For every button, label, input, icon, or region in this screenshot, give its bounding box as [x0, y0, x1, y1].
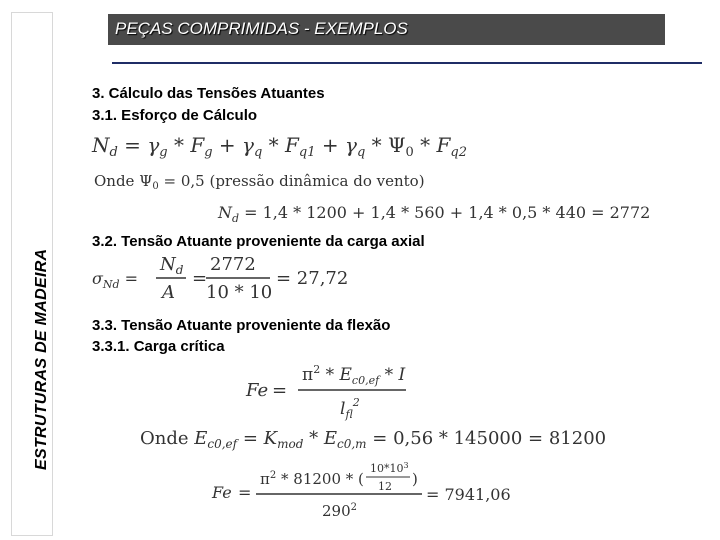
svg-text:π2 * 81200 * (: $\pi^2 * 81200$ * (	[260, 470, 364, 488]
svg-text:Nd = γg * Fg + γq * Fq1 + γq *: $N_d = \gamma_g * F_g + \gamma_q * F_{q1} + \gamma_q * \Psi_0 * F_{q2}$	[92, 133, 468, 160]
formula-ec0ef	[140, 424, 640, 456]
svg-text:=: =	[272, 380, 288, 401]
svg-text:2772: 2772	[210, 254, 256, 275]
section-heading-3-3-1: 3.3.1. Carga crítica	[92, 338, 225, 355]
svg-text:Nd: $N_d$	[160, 254, 184, 277]
formula-nd-numeric	[218, 198, 651, 230]
header-bar	[108, 14, 665, 45]
svg-text:=: =	[192, 268, 208, 289]
svg-text:= 7941,06: = 7941,06	[426, 485, 511, 504]
svg-text:2902: $290^2$	[322, 502, 358, 520]
svg-text:lfl2: $l_{fl}^2$	[340, 396, 360, 421]
section-heading-3-2: 3.2. Tensão Atuante proveniente da carga axial	[92, 233, 425, 250]
page-title: PEÇAS COMPRIMIDAS - EXEMPLOS	[115, 19, 408, 38]
svg-text:Fe: Fe	[212, 483, 232, 502]
title-rule	[112, 62, 702, 64]
section-heading-3: 3. Cálculo das Tensões Atuantes	[92, 85, 325, 102]
svg-text:12: 12	[378, 480, 392, 493]
svg-text:Nd = 1,4 * 1200 + 1,4 * 560 +: $N_d = 1,4 * 1200 + 1,4 * 560 + 1,4 * 0,5 * 440 = 2772$	[218, 203, 651, 225]
svg-text:σNd =: $\sigma_{Nd}$ =	[92, 269, 139, 291]
formula-fe-general	[246, 360, 426, 426]
formula-sigma-nd	[92, 250, 352, 310]
formula-psi-note	[94, 170, 425, 196]
svg-text:= 27,72: = 27,72	[276, 268, 349, 289]
formula-nd-general	[92, 128, 468, 168]
svg-text:): )	[412, 470, 418, 488]
svg-text:π2 * Ec0,ef * I: $\pi^2 * E_{c0,ef}$ * I	[302, 363, 406, 387]
svg-text:=: =	[238, 483, 252, 502]
svg-text:Onde Ec0,ef = Kmod * Ec0,m = 0: Onde $E_{c0,ef} = K_{mod} * E_{c0,m} = 0,56 * 145000 = 81200$	[140, 428, 607, 451]
svg-text:A: A	[162, 282, 175, 303]
formula-fe-numeric	[212, 458, 532, 526]
section-heading-3-1: 3.1. Esforço de Cálculo	[92, 107, 258, 124]
svg-text:Fe: Fe	[246, 380, 269, 401]
sidebar-title: ESTRUTURAS DE MADEIRA	[33, 248, 50, 470]
svg-text:10 * 10: 10 * 10	[206, 282, 273, 303]
section-heading-3-3: 3.3. Tensão Atuante proveniente da flexão	[92, 317, 391, 334]
svg-text:10*103: $10*10^3$	[370, 461, 409, 475]
svg-text:Onde Ψ0 = 0,5 (pressão dinâmic: Onde $\Psi_0 = 0,5$ (pressão dinâmica do vento)	[94, 172, 425, 192]
